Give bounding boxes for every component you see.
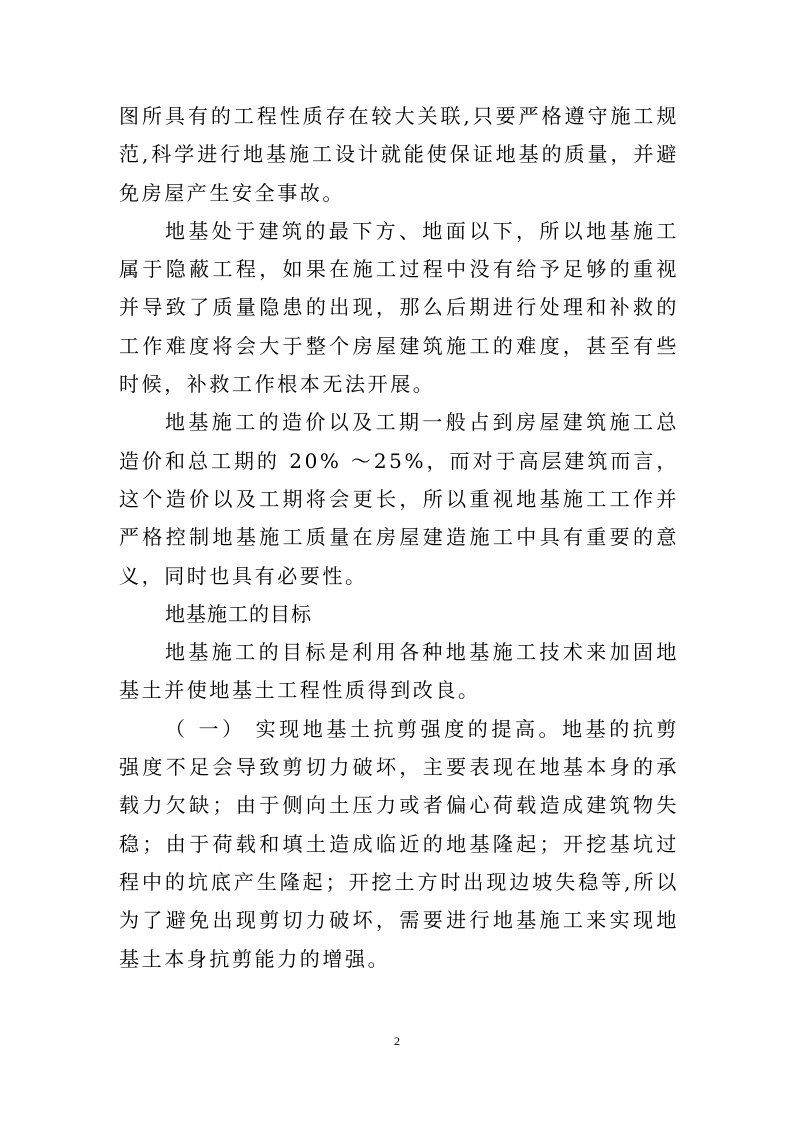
paragraph-foundation-cost: 地基施工的造价以及工期一般占到房屋建筑施工总造价和总工期的 20% ～25%，而对于高层建筑而言，这个造价以及工期将会更长，所以重视地基施工工作并严格控制地基施工质量在房屋建造施工中具有重要的意义，同时也具有必要性。 [119, 410, 679, 588]
section-heading: 地基施工的目标 [165, 601, 312, 626]
paragraph-foundation-concealed: 地基处于建筑的最下方、地面以下，所以地基施工属于隐蔽工程，如果在施工过程中没有给予足够的重视并导致了质量隐患的出现，那么后期进行处理和补救的工作难度将会大于整个房屋建筑施工的难度，甚至有些时候，补救工作根本无法开展。 [119, 218, 679, 397]
body-text [119, 97, 679, 978]
page-number: 2 [394, 1034, 400, 1048]
paragraph-goal: 地基施工的目标是利用各种地基施工技术来加固地基土并使地基土工程性质得到改良。 [119, 640, 679, 703]
paragraph-shear-strength: （ 一） 实现地基土抗剪强度的提高。地基的抗剪强度不足会导致剪切力破坏，主要表现在地基本身的承载力欠缺；由于侧向土压力或者偏心荷载造成建筑物失稳；由于荷载和填土造成临近的地基隆起；开挖基坑过程中的坑底产生隆起；开挖土方时出现边坡失稳等,所以为了避免出现剪切力破坏，需要进行地基施工来实现地基土本身抗剪能力的增强。 [119, 716, 679, 971]
paragraph-continuation: 图所具有的工程性质存在较大关联,只要严格遵守施工规范,科学进行地基施工设计就能使保证地基的质量，并避免房屋产生安全事故。 [119, 104, 679, 205]
